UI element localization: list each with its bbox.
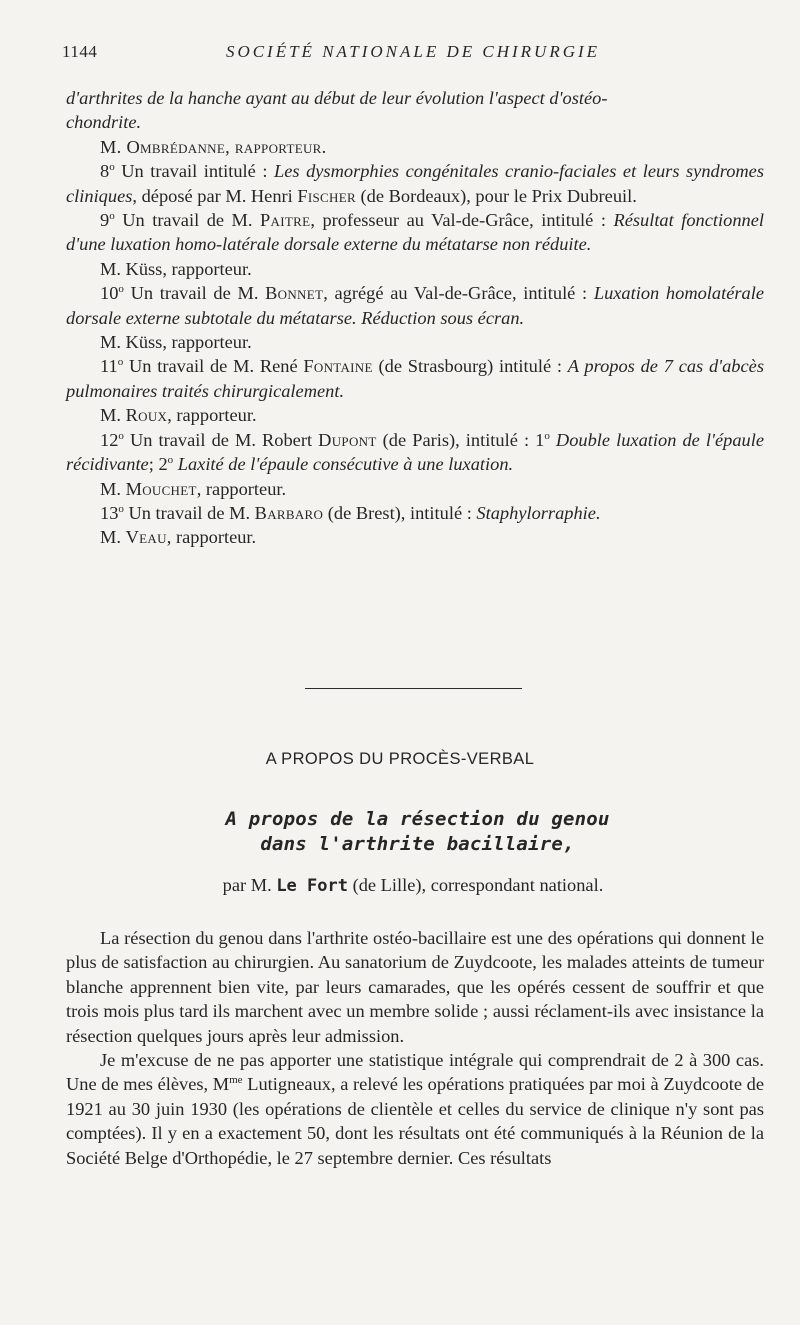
list-item-9: 9$^o$ Un travail de M. Paitre, professeur au Val-de-Grâce, intitulé : Résultat fonctionnel d'une luxation homo-latérale dorsale externe du métatarse non réduite. xyxy=(66,209,764,255)
list-item-12: 12$^o$ Un travail de M. Robert Dupont (de Paris), intitulé : 1$^o$ Double luxation de l'épaule récidivante; 2$^o$ Laxité de l'épaule consécutive à une luxation. xyxy=(66,429,764,475)
rapporteur-line: M. Roux, rapporteur. xyxy=(100,405,257,426)
rapporteur-line: M. Veau, rapporteur. xyxy=(100,527,257,548)
list-item-13: 13$^o$ Un travail de M. Barbaro (de Brest), intitulé : Staphylorraphie. xyxy=(100,502,601,523)
rapporteur-line: M. Ombrédanne, rapporteur. xyxy=(100,136,327,157)
article-title-line-2: dans l'arthrite bacillaire, xyxy=(260,833,575,855)
rapporteur-line: M. Mouchet, rapporteur. xyxy=(100,478,287,499)
author-name: Le Fort xyxy=(276,876,348,896)
article-body xyxy=(66,926,764,1170)
byline: par M. Le Fort (de Lille), correspondant national. xyxy=(222,875,604,896)
continued-line: d'arthrites de la hanche ayant au début de leur évolution l'aspect d'ostéo- chondrite. xyxy=(66,88,608,133)
list-item-10: 10$^o$ Un travail de M. Bonnet, agrégé au Val-de-Grâce, intitulé : Luxation homolatérale dorsale externe subtotale du métatarse. Réduction sous écran. xyxy=(66,283,764,328)
paragraph: La résection du genou dans l'arthrite ostéo-bacillaire est une des opérations qui donnent le plus de satisfaction au chirurgien. Au sanatorium de Zuydcoote, les malades atteints de tumeur blanche apprennent bien vite, par leurs camarades, que les opérés cessent de souffrir et que trois mois plus tard ils marchent avec un membre solide ; aussi réclament-ils avec insistance la résection quelques jours après leur admission. xyxy=(66,928,764,1046)
list-item-11: 11$^o$ Un travail de M. René Fontaine (de Strasbourg) intitulé : A propos de 7 cas d'abcès pulmonaires traités chirurgicalement. xyxy=(66,356,764,401)
rapporteur-line: M. Küss, rapporteur. xyxy=(100,332,252,353)
running-head: SOCIÉTÉ NATIONALE DE CHIRURGIE xyxy=(225,42,601,61)
rapporteur-line: M. Küss, rapporteur. xyxy=(100,258,252,279)
list-item-8: 8$^o$ Un travail intitulé : Les dysmorphies congénitales cranio-faciales et leurs syndromes cliniques, déposé par M. Henri Fischer (de Bordeaux), pour le Prix Dubreuil. xyxy=(66,161,764,206)
section-title: A PROPOS DU PROCÈS-VERBAL xyxy=(265,750,535,768)
works-list xyxy=(66,86,764,550)
paragraph: Je m'excuse de ne pas apporter une statistique intégrale qui comprendrait de 2 à 300 cas. Une de mes élèves, $M^{me}$ Lutigneaux, a relevé les opérations pratiquées par moi à Zuydcoote de 1921 au 30 juin 1930 (les opérations de clientèle et celles du service de clinique n'y sont pas comptées). Il y en a exactement 50, dont les résultats ont été communiqués à la Réunion de la Société Belge d'Orthopédie, le 27 septembre dernier. Ces résultats xyxy=(66,1050,765,1168)
section-divider xyxy=(305,688,522,689)
page-number: 1144 xyxy=(62,42,98,61)
page-header xyxy=(62,42,764,68)
article-title-line-1: A propos de la résection du genou xyxy=(225,808,610,830)
